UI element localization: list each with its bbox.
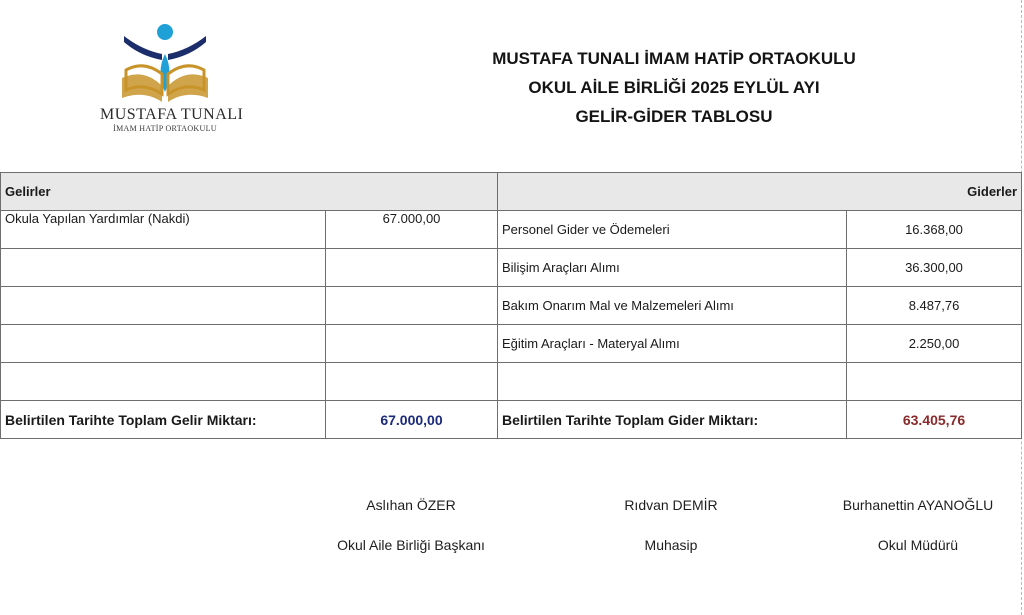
income-label (1, 363, 326, 401)
signature-name-president: Aslıhan ÖZER (366, 497, 456, 513)
expense-total-amount: 63.405,76 (847, 401, 1022, 439)
income-label (1, 325, 326, 363)
title-line-1: MUSTAFA TUNALI İMAM HATİP ORTAOKULU (492, 49, 856, 68)
signature-title-president: Okul Aile Birliği Başkanı (337, 537, 485, 553)
logo-school-name: MUSTAFA TUNALI (100, 106, 244, 123)
table-row (1, 287, 1022, 325)
signature-name-accountant: Rıdvan DEMİR (624, 497, 718, 513)
income-header: Gelirler (1, 173, 498, 211)
table-total-row (1, 401, 1022, 439)
table-row (1, 211, 1022, 249)
income-expense-table (0, 172, 1022, 439)
expense-amount: 36.300,00 (847, 249, 1022, 287)
income-total-label: Belirtilen Tarihte Toplam Gelir Miktarı: (1, 401, 326, 439)
expense-total-label: Belirtilen Tarihte Toplam Gider Miktarı: (498, 401, 847, 439)
document-title (424, 44, 924, 131)
income-amount (326, 363, 498, 401)
income-amount: 67.000,00 (326, 211, 498, 249)
income-amount (326, 325, 498, 363)
table-header-row (1, 173, 1022, 211)
expense-header: Giderler (498, 173, 1022, 211)
signature-name-principal: Burhanettin AYANOĞLU (842, 497, 994, 513)
logo-school-subtitle: İMAM HATİP ORTAOKULU (113, 124, 217, 133)
table-row (1, 363, 1022, 401)
expense-amount: 16.368,00 (847, 211, 1022, 249)
table-row (1, 249, 1022, 287)
expense-label: Bakım Onarım Mal ve Malzemeleri Alımı (498, 287, 847, 325)
income-label (1, 287, 326, 325)
expense-label: Eğitim Araçları - Materyal Alımı (498, 325, 847, 363)
expense-amount: 8.487,76 (847, 287, 1022, 325)
expense-amount: 2.250,00 (847, 325, 1022, 363)
expense-label: Bilişim Araçları Alımı (498, 249, 847, 287)
income-amount (326, 249, 498, 287)
income-amount (326, 287, 498, 325)
school-logo (100, 20, 244, 140)
signature-title-accountant: Muhasip (644, 537, 698, 553)
expense-label (498, 363, 847, 401)
income-total-amount: 67.000,00 (326, 401, 498, 439)
income-label (1, 249, 326, 287)
expense-amount (847, 363, 1022, 401)
logo-emblem-icon (118, 20, 212, 106)
title-line-3: GELİR-GİDER TABLOSU (575, 107, 773, 126)
signature-title-principal: Okul Müdürü (877, 537, 959, 553)
table-row (1, 325, 1022, 363)
title-line-2: OKUL AİLE BİRLİĞİ 2025 EYLÜL AYI (528, 78, 820, 97)
income-label: Okula Yapılan Yardımlar (Nakdi) (1, 211, 326, 249)
expense-label: Personel Gider ve Ödemeleri (498, 211, 847, 249)
